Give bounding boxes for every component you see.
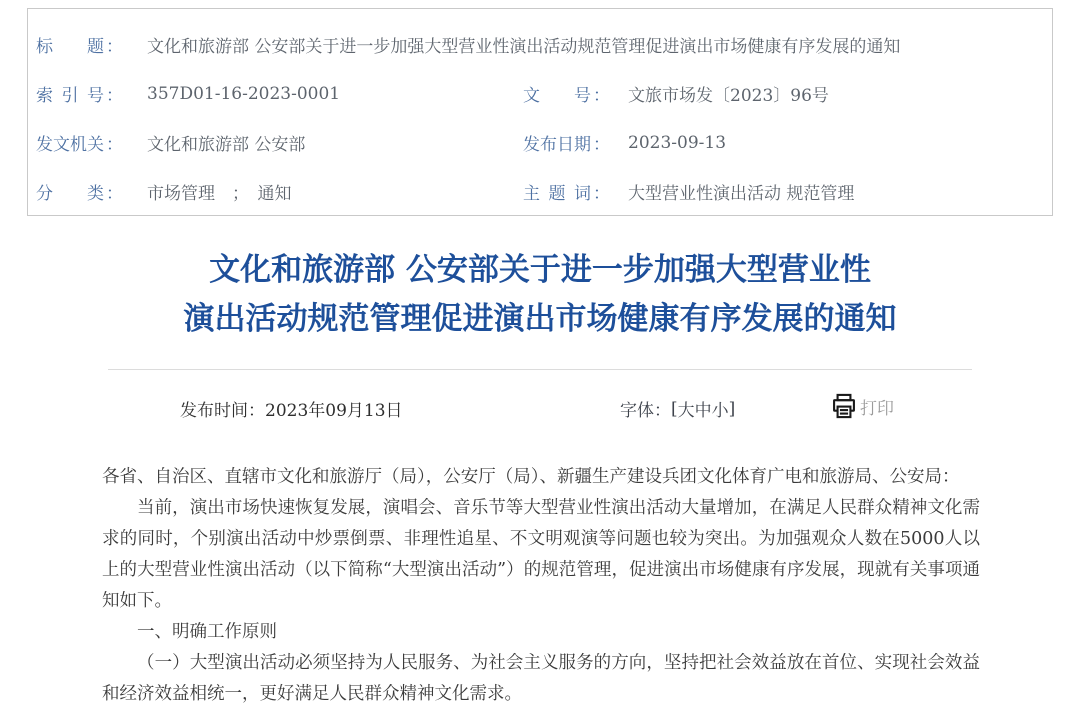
publish-time: 发布时间：2023年09月13日 (180, 401, 403, 421)
bracket-open: [ (671, 398, 678, 419)
info-cell-doc-number (515, 81, 1052, 106)
body-paragraph: 当前，演出市场快速恢复发展，演唱会、音乐节等大型营业性演出活动大量增加，在满足人民群众精神文化需求的同时，个别演出活动中炒票倒票、非理性追星、不文明观演等问题也较为突出。为加强观众人数在5000人以上的大型营业性演出活动（以下简称“大型演出活动”）的规范管理，促进演出市场健康有序发展，现就有关事项通知如下。 (102, 498, 980, 611)
divider-line (108, 369, 972, 370)
print-button-label: 打印 (860, 398, 894, 419)
field-value-subject-words: 大型营业性演出活动 规范管理 (628, 184, 855, 204)
print-button[interactable] (830, 392, 894, 420)
body-paragraph: 各省、自治区、直辖市文化和旅游厅（局），公安厅（局）、新疆生产建设兵团文化体育广电和旅游局、公安局： (102, 467, 960, 487)
field-label-doc-number: 文 号 ： (523, 86, 610, 106)
field-label-publish-date: 发布日期 ： (523, 135, 610, 155)
body-paragraph: （一）大型演出活动必须坚持为人民服务、为社会主义服务的方向，坚持把社会效益放在首位、实现社会效益和经济效益相统一，更好满足人民群众精神文化需求。 (102, 653, 980, 704)
printer-icon (830, 392, 860, 420)
info-row-title (28, 20, 1052, 69)
document-title-line1: 文化和旅游部 公安部关于进一步加强大型营业性 (209, 252, 871, 288)
info-cell-issuing-agency (28, 130, 515, 155)
field-value-publish-date: 2023-09-13 (628, 132, 727, 153)
info-cell-category (28, 179, 515, 204)
bracket-close: ] (728, 398, 736, 419)
document-info-table (27, 8, 1053, 216)
meta-line (0, 392, 1080, 424)
field-value-issuing-agency: 文化和旅游部 公安部 (147, 135, 306, 155)
field-value-title: 文化和旅游部 公安部关于进一步加强大型营业性演出活动规范管理促进演出市场健康有序发展的通知 (147, 37, 901, 57)
document-title-line2: 演出活动规范管理促进演出市场健康有序发展的通知 (183, 301, 897, 337)
document-body (102, 462, 980, 704)
field-label-issuing-agency: 发文机关 ： (36, 135, 123, 155)
info-cell-index-number (28, 81, 515, 106)
font-size-control (620, 396, 735, 421)
info-row-index (28, 69, 1052, 118)
field-label-subject-words: 主 题 词 ： (523, 184, 610, 204)
field-label-category: 分 类 ： (36, 184, 123, 204)
font-size-label: 字体： (620, 401, 671, 421)
field-label-title: 标 题 ： (36, 37, 123, 57)
info-cell-subject-words (515, 179, 1052, 204)
field-value-category: 市场管理 ； 通知 (147, 184, 292, 204)
info-row-agency (28, 118, 1052, 167)
document-title (0, 246, 1080, 344)
field-value-index-number: 357D01-16-2023-0001 (147, 83, 341, 104)
font-size-small-button[interactable]: 小 (711, 401, 729, 421)
info-cell-publish-date (515, 130, 1052, 155)
font-size-medium-button[interactable]: 中 (694, 401, 712, 421)
field-label-index-number: 索 引 号 ： (36, 86, 123, 106)
info-cell-title (28, 32, 1052, 57)
body-paragraph: 一、明确工作原则 (137, 622, 277, 642)
field-value-doc-number: 文旅市场发〔2023〕96号 (628, 86, 829, 106)
font-size-large-button[interactable]: 大 (677, 401, 695, 421)
info-row-category (28, 167, 1052, 216)
